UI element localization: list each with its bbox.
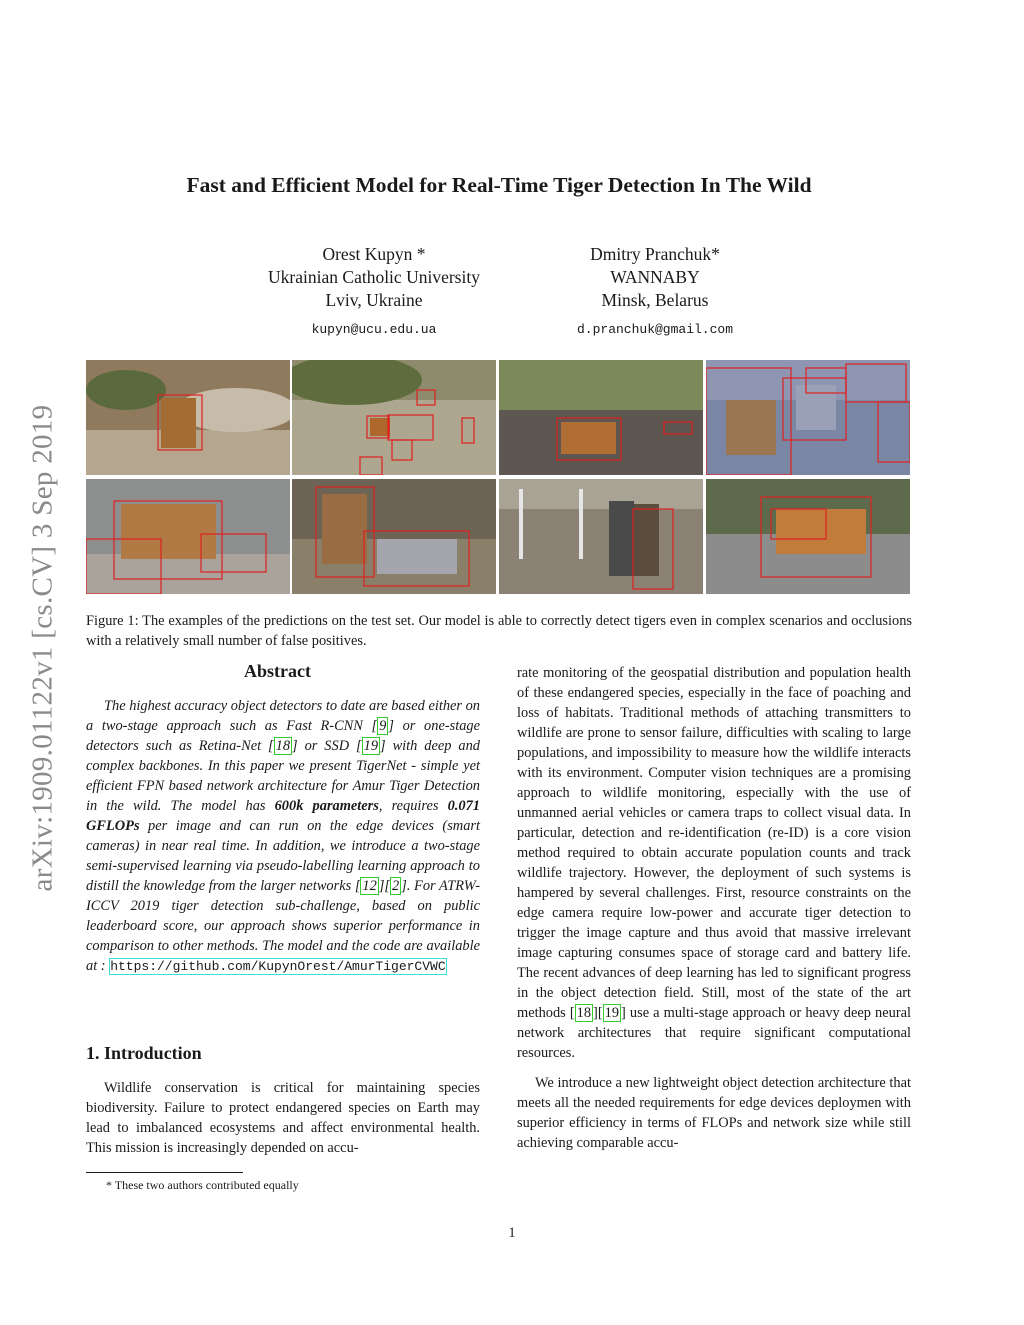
figure-tile-5: [86, 479, 290, 594]
author-1-location: Lviv, Ukraine: [325, 290, 423, 310]
abstract-text-1: The highest: [104, 698, 175, 714]
abstract-text-9: ]. For ATRW-ICCV 2019 tiger detection sub-challenge, based on public leaderboard score, our approach shows superior performance in comparison to other methods. The model and the code are available at :: [86, 878, 480, 974]
figure-tile-6: [292, 479, 496, 594]
author-2: [505, 243, 805, 341]
introduction-body: [86, 1078, 480, 1158]
figure-tile-2: [292, 360, 496, 475]
citation-18[interactable]: 18: [275, 738, 291, 754]
figure-tile-7: [499, 479, 703, 594]
citation-9[interactable]: 9: [379, 718, 387, 734]
abstract-text-4: ] or SSD [: [292, 738, 362, 754]
author-1: [224, 243, 524, 341]
figure-1-grid: [86, 360, 910, 594]
citation-12[interactable]: 12: [362, 878, 377, 894]
abstract-text-5: ] with deep and complex backbones. In this paper we present TigerNet - simple yet efficient FPN based network architecture for Amur Tiger Detection in the wild. The model has: [86, 738, 480, 814]
author-2-name: Dmitry Pranchuk*: [590, 244, 720, 264]
citation-19-right[interactable]: 19: [604, 1005, 620, 1021]
author-2-location: Minsk, Belarus: [601, 290, 709, 310]
author-1-email[interactable]: kupyn@ucu.edu.ua: [311, 322, 437, 337]
figure-tile-8: [706, 479, 910, 594]
arxiv-stamp: [0, 0, 86, 1325]
right-paragraph-2: We introduce a new lightweight object detection architecture that meets all the needed requirements for edge devices deploymen with superior efficiency in terms of FLOPs and network size while still achieving comparable accu-: [517, 1075, 911, 1151]
citation-18-right[interactable]: 18: [576, 1005, 592, 1021]
figure-tile-3: [499, 360, 703, 475]
arxiv-stamp-text: arXiv:1909.01122v1 [cs.CV] 3 Sep 2019: [26, 404, 59, 892]
github-link[interactable]: https://github.com/KupynOrest/AmurTigerCVWC: [110, 959, 446, 974]
author-1-affiliation: Ukrainian Catholic University: [268, 267, 480, 287]
figure-tile-4: [706, 360, 910, 475]
author-1-name: Orest Kupyn *: [322, 244, 426, 264]
abstract-text-2: accuracy object detectors to date are based either on a two-stage approach such as Fast R-CNN [: [86, 698, 481, 734]
abstract-text-7: per image and can run on the edge devices (smart cameras) in near real time. In addition, we introduce a two-stage semi-supervised learning via pseudo-labelling learning approach to distill the knowledge from the larger networks [: [86, 818, 480, 894]
paper-title: Fast and Efficient Model for Real-Time Tiger Detection In The Wild: [186, 173, 812, 197]
right-text-3: ] use a multi-stage approach or heavy deep neural network architectures that require significant computational resources.: [517, 1005, 912, 1061]
author-2-affiliation: WANNABY: [610, 267, 700, 287]
right-column: [517, 663, 911, 1153]
page-number: 1: [508, 1225, 516, 1241]
abstract-heading: Abstract: [244, 661, 311, 681]
citation-2[interactable]: 2: [392, 878, 400, 894]
figure-1-caption: Figure 1: The examples of the predictions on the test set. Our model is able to correctly detect tigers even in complex scenarios and occlusions with a relatively small number of false positives.: [86, 613, 912, 649]
introduction-heading: 1. Introduction: [86, 1043, 202, 1063]
introduction-paragraph: Wildlife conservation is critical for maintaining species biodiversity. Failure to protect endangered species on Earth may lead to imbalanced ecosystems and affect environmental health. This mission is increasingly depended on accu-: [86, 1080, 480, 1156]
footnote: * These two authors contributed equally: [106, 1178, 299, 1192]
abstract-text-8: ][: [378, 878, 391, 894]
footnote-rule: [86, 1172, 243, 1173]
abstract-text-3: ] or one-stage detectors such as Retina-Net [: [86, 718, 481, 754]
right-text-2: ][: [593, 1005, 603, 1021]
abstract-text-6: , requires: [378, 798, 448, 814]
right-text-1: rate monitoring of the geospatial distribution and population health of these endangered species, especially in the face of poaching and loss of habitats. Traditional methods of attaching transmitters to wildlife are prone to sensor failure, difficulties with scaling to large populations, and impossibility to measure how the wildlife interacts with its environment. Computer vision techniques are a promising approach to wildlife monitoring, especially with the use of unmanned aerial vehicles or camera traps to collect visual data. In particular, detection and re-identification (re-ID) is a core vision method required to obtain accurate population counts and track wildlife trajectory. However, the deployment of such systems is hampered by several challenges. First, resource constraints on the edge camera require low-power and accurate tiger detection to trigger the image capture and thus avoid that massive irrelevant image capturing consumes space of storage card and battery life. The recent advances of deep learning has led to significant progress in the object detection field. Still, most of the state of the art methods [: [517, 665, 911, 1021]
abstract-gflops: 0.071 GFLOPs: [86, 798, 480, 834]
figure-tile-1: [86, 360, 290, 475]
author-2-email[interactable]: d.pranchuk@gmail.com: [576, 322, 734, 337]
citation-19[interactable]: 19: [363, 738, 379, 754]
abstract-params: 600k parameters: [274, 798, 379, 814]
abstract-body: [86, 696, 480, 977]
